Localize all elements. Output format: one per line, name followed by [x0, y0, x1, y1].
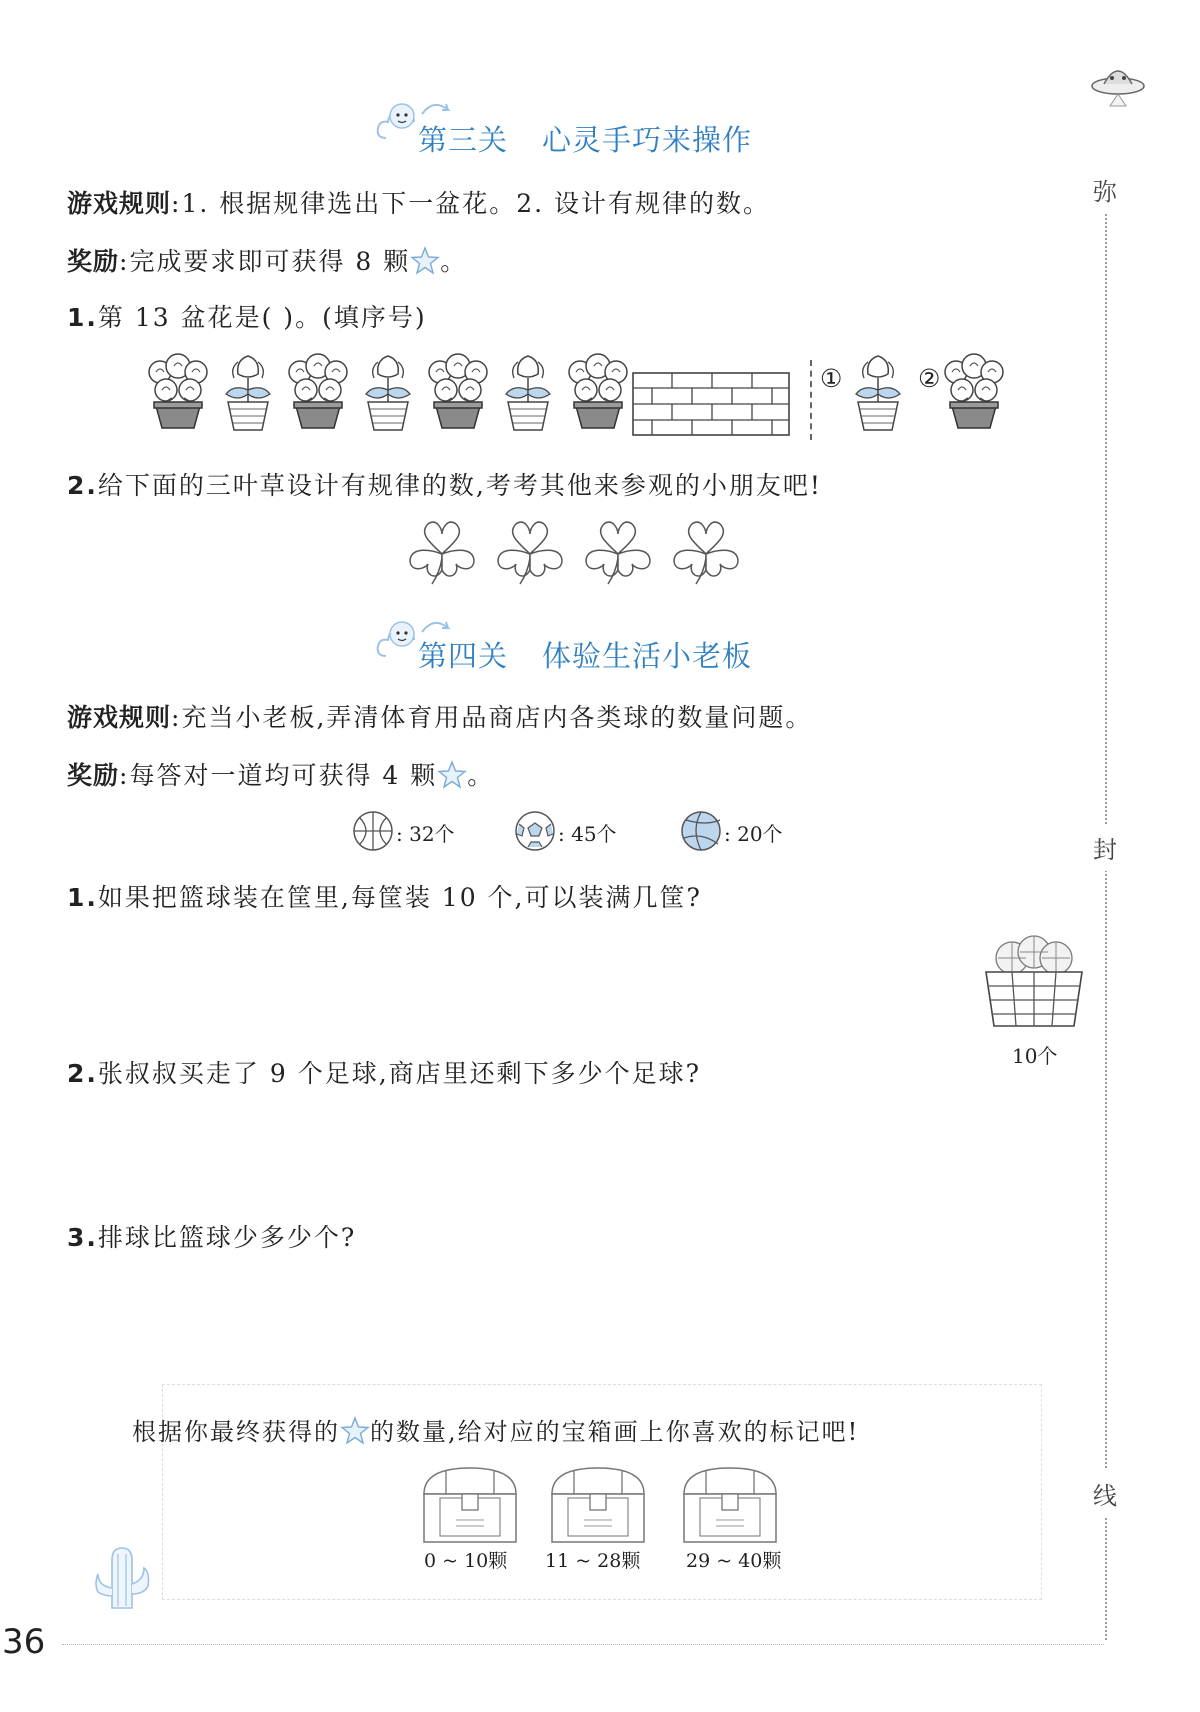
dashed-divider [810, 360, 812, 440]
treasure-chest-icon[interactable] [420, 1464, 520, 1544]
volleyball-count: : 20个 [724, 822, 783, 846]
q2-number: 2. [67, 471, 98, 500]
brick-wall-icon [632, 372, 790, 436]
q2-text: 张叔叔买走了 9 个足球,商店里还剩下多少个足球? [97, 1059, 702, 1088]
q1-number: 1. [67, 883, 98, 912]
section3-title-level: 第三关 [418, 123, 509, 157]
page-number-rule [62, 1644, 1104, 1645]
flower-pot-blue-icon [356, 352, 420, 434]
clover-icon [578, 514, 658, 590]
flower-pot-grey-icon [942, 352, 1006, 434]
flower-pot-blue-icon [216, 352, 280, 434]
section4-q3 [67, 1218, 356, 1254]
section3-reward [67, 242, 467, 278]
summary-text-end: 的数量,给对应的宝箱画上你喜欢的标记吧! [370, 1418, 860, 1446]
chest-label: 0 ~ 10颗 [424, 1550, 508, 1572]
q1-text: 第 13 盆花是( )。(填序号) [97, 303, 427, 332]
reward-label: 奖励 [67, 247, 120, 276]
flower-pot-grey-icon [566, 352, 630, 434]
soccer-ball-count: : 45个 [558, 822, 617, 846]
q1-text: 如果把篮球装在筐里,每筐装 10 个,可以装满几筐? [97, 883, 702, 912]
basketball-icon [352, 810, 394, 852]
section4-reward [67, 756, 494, 792]
basket-label: 10个 [1012, 1044, 1058, 1068]
q1-number: 1. [67, 303, 98, 332]
rules-label: 游戏规则 [67, 189, 172, 218]
chest-label: 11 ~ 28颗 [545, 1550, 641, 1572]
reward-end: 。 [440, 247, 468, 276]
rules-text: :1. 根据规律选出下一盆花。2. 设计有规律的数。 [171, 189, 771, 218]
treasure-chest-icon[interactable] [680, 1464, 780, 1544]
section4-q2 [67, 1054, 701, 1090]
section3-rules [67, 184, 770, 220]
soccer-ball-icon [514, 810, 556, 852]
clover-icon [490, 514, 570, 590]
rules-text: :充当小老板,弄清体育用品商店内各类球的数量问题。 [171, 703, 813, 732]
summary-text-start: 根据你最终获得的 [132, 1418, 340, 1446]
page-number: 36 [2, 1622, 46, 1662]
reward-label: 奖励 [67, 761, 120, 790]
summary-text [132, 1412, 859, 1447]
reward-text: :每答对一道均可获得 4 颗 [119, 761, 438, 790]
basket-of-balls-icon [982, 930, 1086, 1030]
section4-rules [67, 698, 812, 734]
option2-label: ② [918, 364, 943, 393]
section4-title-level: 第四关 [418, 639, 509, 673]
margin-char-1: 弥 [1093, 166, 1117, 213]
section3-title-name: 心灵手巧来操作 [542, 123, 753, 157]
star-icon [437, 760, 467, 790]
option1-label: ① [820, 364, 845, 393]
star-icon [340, 1416, 370, 1446]
rules-label: 游戏规则 [67, 703, 172, 732]
flower-pot-grey-icon [146, 352, 210, 434]
clover-icon [402, 514, 482, 590]
section3-q2 [67, 466, 822, 502]
q2-number: 2. [67, 1059, 98, 1088]
section4-title-name: 体验生活小老板 [542, 639, 753, 673]
ball-counts [352, 810, 812, 854]
flower-pot-blue-icon [496, 352, 560, 434]
binding-line [1105, 170, 1107, 1640]
margin-char-3: 线 [1093, 1470, 1117, 1517]
section4-q1 [67, 878, 702, 914]
chest-label: 29 ~ 40颗 [686, 1550, 782, 1572]
flower-pot-grey-icon [286, 352, 350, 434]
section4-title [418, 634, 752, 675]
q3-text: 排球比篮球少多少个? [97, 1223, 357, 1252]
clover-icon [666, 514, 746, 590]
flower-sequence [146, 352, 1006, 448]
clover-row [402, 514, 762, 594]
flower-pot-grey-icon [426, 352, 490, 434]
star-icon [410, 246, 440, 276]
section3-q1 [67, 298, 427, 334]
treasure-chest-icon[interactable] [548, 1464, 648, 1544]
flower-pot-blue-icon [846, 352, 910, 434]
q3-number: 3. [67, 1223, 98, 1252]
reward-text: :完成要求即可获得 8 颗 [119, 247, 411, 276]
section3-title [418, 118, 752, 159]
margin-char-2: 封 [1093, 824, 1117, 871]
q2-text: 给下面的三叶草设计有规律的数,考考其他来参观的小朋友吧! [97, 471, 822, 500]
basketball-count: : 32个 [396, 822, 455, 846]
volleyball-icon [680, 810, 722, 852]
ufo-icon [1088, 58, 1148, 108]
cactus-icon [92, 1544, 152, 1610]
reward-end: 。 [467, 761, 495, 790]
